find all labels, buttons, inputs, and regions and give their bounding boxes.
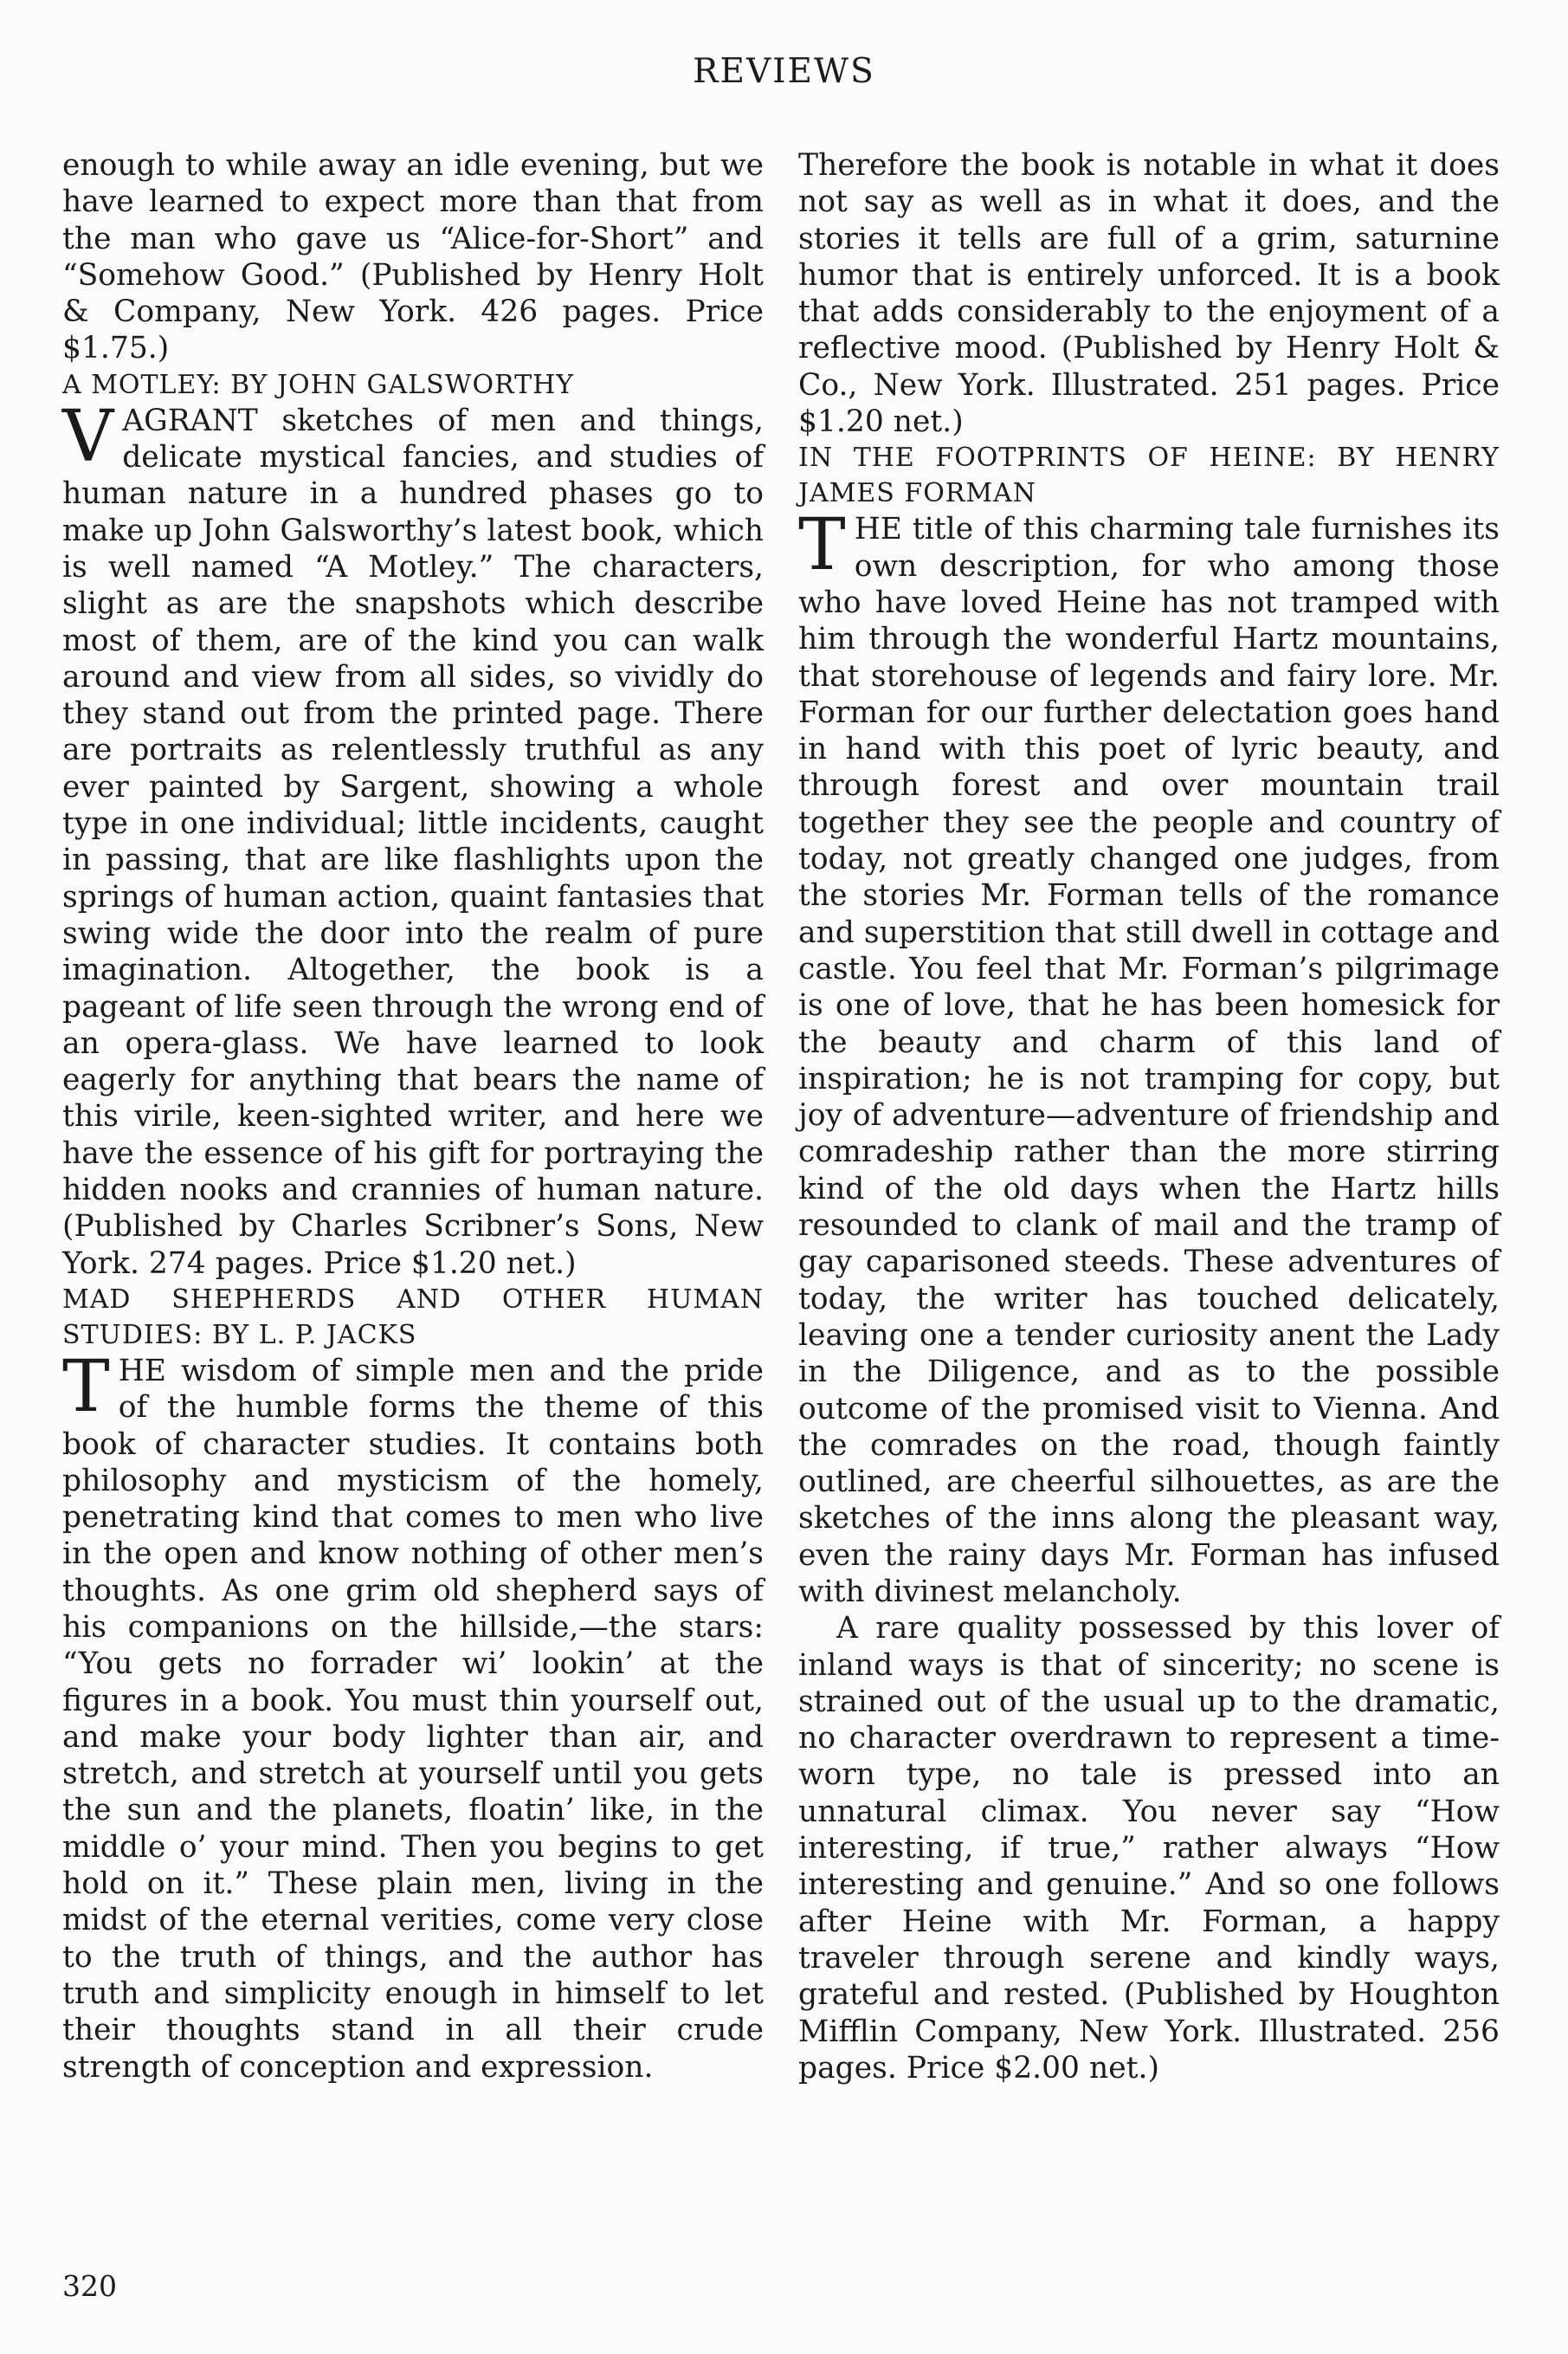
- left-column: [62, 147, 764, 2086]
- review-body-motley: [62, 395, 764, 1282]
- review-body-heine: [798, 504, 1500, 1610]
- continuation-text: Therefore the book is notable in what it does not say as well as in what it does, and the stories it tells are full of a grim, saturnine humor that is entirely unforced. It is a book that adds considerably to the enjoyment of a reflective mood. (Published by Henry Holt & Co., New York. Illustrated. 251 pages. Price $1.20 net.): [798, 148, 1500, 440]
- review-text: HE title of this charming tale furnishes its own description, for who among those who have loved Heine has not tramped with him through the wonderful Hartz mountains, that storehouse of legends and fairy lore. Mr. Forman for our further delectation goes hand in hand with this poet of lyric beauty, and through forest and over mountain trail together they see the people and country of today, not greatly changed one judges, from the stories Mr. Forman tells of the romance and superstition that still dwell in cottage and castle. You feel that Mr. Forman’s pilgrimage is one of love, that he has been homesick for the beauty and charm of this land of inspiration; he is not tramping for copy, but joy of adventure—adventure of friendship and comradeship rather than the more stirring kind of the old days when the Hartz hills resounded to clank of mail and the tramp of gay caparisoned steeds. These adventures of today, the writer has touched delicately, leaving one a tender curiosity anent the Lady in the Diligence, and as to the possible outcome of the promised visit to Vienna. And the comrades on the road, though faintly outlined, are cheerful silhouettes, as are the sketches of the inns along the pleasant way, even the rainy days Mr. Forman has infused with divinest melancholy.: [798, 512, 1500, 1609]
- drop-cap: T: [62, 1345, 110, 1428]
- review-body-shepherds: [62, 1345, 764, 2086]
- review-heading-heine: IN THE FOOTPRINTS OF HEINE: BY HENRY JAMES FORMAN: [798, 443, 1500, 509]
- running-head: REVIEWS: [693, 52, 875, 91]
- drop-cap: V: [62, 395, 114, 478]
- right-column: [798, 147, 1500, 2086]
- continuation-text: enough to while away an idle evening, but we have learned to expect more than that from the man who gave us “Alice-for-Short” and “Somehow Good.” (Published by Henry Holt & Company, New York. 426 pages. Price $1.75.): [62, 148, 764, 366]
- review-text: HE wisdom of simple men and the pride of the humble forms the theme of this book of character studies. It contains both philosophy and mysticism of the homely, penetrating kind that comes to men who live in the open and know nothing of other men’s thoughts. As one grim old shepherd says of his companions on the hillside,—the stars: “You gets no forrader wi’ lookin’ at the figures in a book. You must thin yourself out, and make your body lighter than air, and stretch, and stretch at yourself until you gets the sun and the planets, floatin’ like, in the middle o’ your mind. Then you begins to get hold on it.” These plain men, living in the midst of the eternal verities, come very close to the truth of things, and the author has truth and simplicity enough in himself to let their thoughts stand in all their crude strength of conception and expression.: [62, 1353, 764, 2085]
- review-body-heine-2: A rare quality possessed by this lover of inland ways is that of sincerity; no scene is strained out of the usual up to the dramatic, no character overdrawn to represent a time-worn type, no tale is pressed into an unnatural climax. You never say “How interesting, if true,” rather always “How interesting and genuine.” And so one follows after Heine with Mr. Forman, a happy traveler through serene and kindly ways, grateful and rested. (Published by Houghton Mifflin Company, New York. Illustrated. 256 pages. Price $2.00 net.): [798, 1611, 1500, 2086]
- drop-cap: T: [798, 504, 846, 587]
- review-text: AGRANT sketches of men and things, delicate mystical fancies, and studies of human nature in a hundred phases go to make up John Galsworthy’s latest book, which is well named “A Motley.” The characters, slight as are the snapshots which describe most of them, are of the kind you can walk around and view from all sides, so vividly do they stand out from the printed page. There are portraits as relentlessly truthful as any ever painted by Sargent, showing a whole type in one individual; little incidents, caught in passing, that are like flashlights upon the springs of human action, quaint fantasies that swing wide the door into the realm of pure imagination. Altogether, the book is a pageant of life seen through the wrong end of an opera-glass. We have learned to look eagerly for anything that bears the name of this virile, keen-sighted writer, and here we have the essence of his gift for portraying the hidden nooks and crannies of human nature. (Published by Charles Scribner’s Sons, New York. 274 pages. Price $1.20 net.): [62, 403, 764, 1281]
- review-heading-shepherds: MAD SHEPHERDS AND OTHER HUMAN STUDIES: BY L. P. JACKS: [62, 1284, 764, 1350]
- review-heading-motley: A MOTLEY: BY JOHN GALSWORTHY: [62, 369, 575, 400]
- page-number: 320: [62, 2269, 117, 2303]
